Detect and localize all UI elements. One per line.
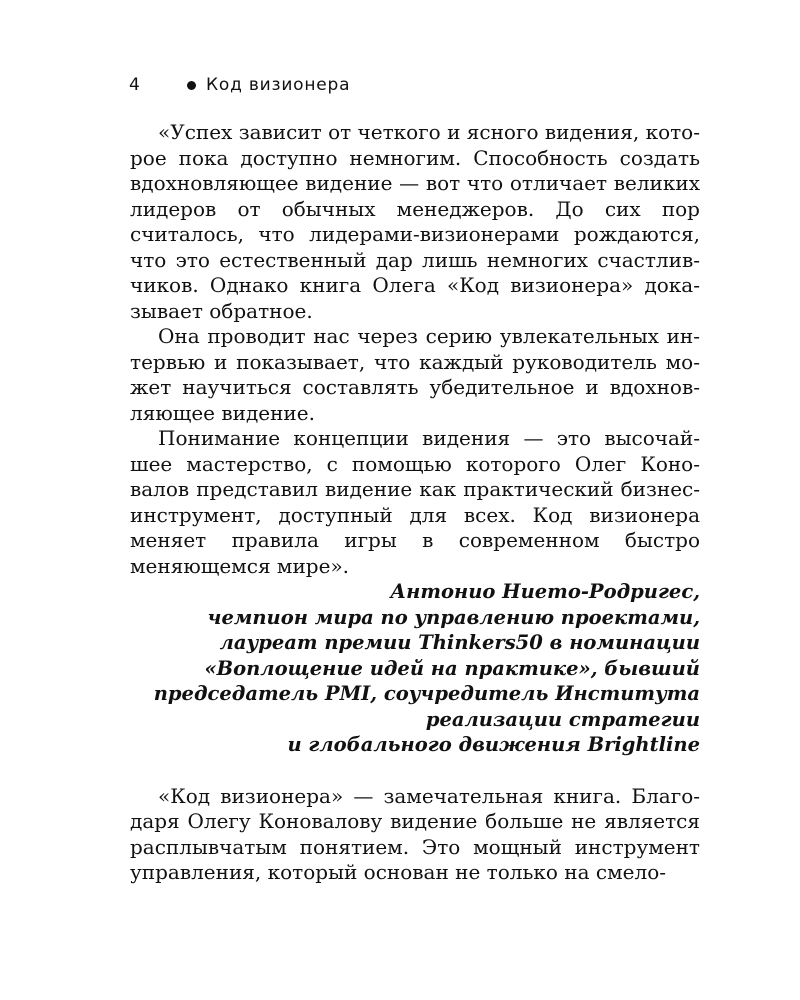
attribution-line-4: «Воплощение идей на практике», бывший [204, 656, 700, 680]
running-head [129, 72, 350, 98]
quote-attribution [130, 579, 700, 758]
attribution-line-6: реализации стратегии [425, 707, 700, 731]
attribution-line-3: лауреат премии Thinkers50 в номинации [219, 631, 700, 654]
quote-paragraph-3: Понимание концепции видения — это высочайшее мастерство, с помощью которого Олег Коновалов представил видение как практический бизнес-инструмент, доступный для всех. Код визионера меняет правила игры в современном быстро меняющемся мире». [130, 426, 700, 578]
attribution-line-author: Антонио Нието-Родригес, [390, 580, 700, 603]
bullet-icon [187, 81, 196, 90]
section-gap [130, 758, 700, 784]
body-text [130, 120, 700, 886]
attribution-line-5: председатель PMI, соучредитель Института [153, 682, 700, 705]
next-quote-paragraph: «Код визионера» — замечательная книга. Благодаря Олегу Коновалову видение больше не является расплывчатым понятием. Это мощный инструмент управления, который основан не только на смело- [130, 783, 700, 884]
attribution-line-7: и глобального движения Brightline [287, 733, 700, 756]
quote-paragraph-2: Она проводит нас через серию увлекательных интервью и показывает, что каждый руководитель может научиться составлять убедительное и вдохновляющее видение. [130, 324, 700, 425]
running-head-title: Код визионера [206, 75, 351, 95]
page-number: 4 [129, 75, 141, 95]
attribution-line-2: чемпион мира по управлению проектами, [207, 605, 700, 629]
quote-paragraph-1: «Успех зависит от четкого и ясного видения, которое пока доступно немногим. Способность создать вдохновляющее видение — вот что отличает великих лидеров от обычных менеджеров. До сих пор считалось, что лидерами-визионерами рождаются, что это естественный дар лишь немногих счастливчиков. Однако книга Олега «Код визионера» доказывает обратное. [130, 120, 700, 323]
